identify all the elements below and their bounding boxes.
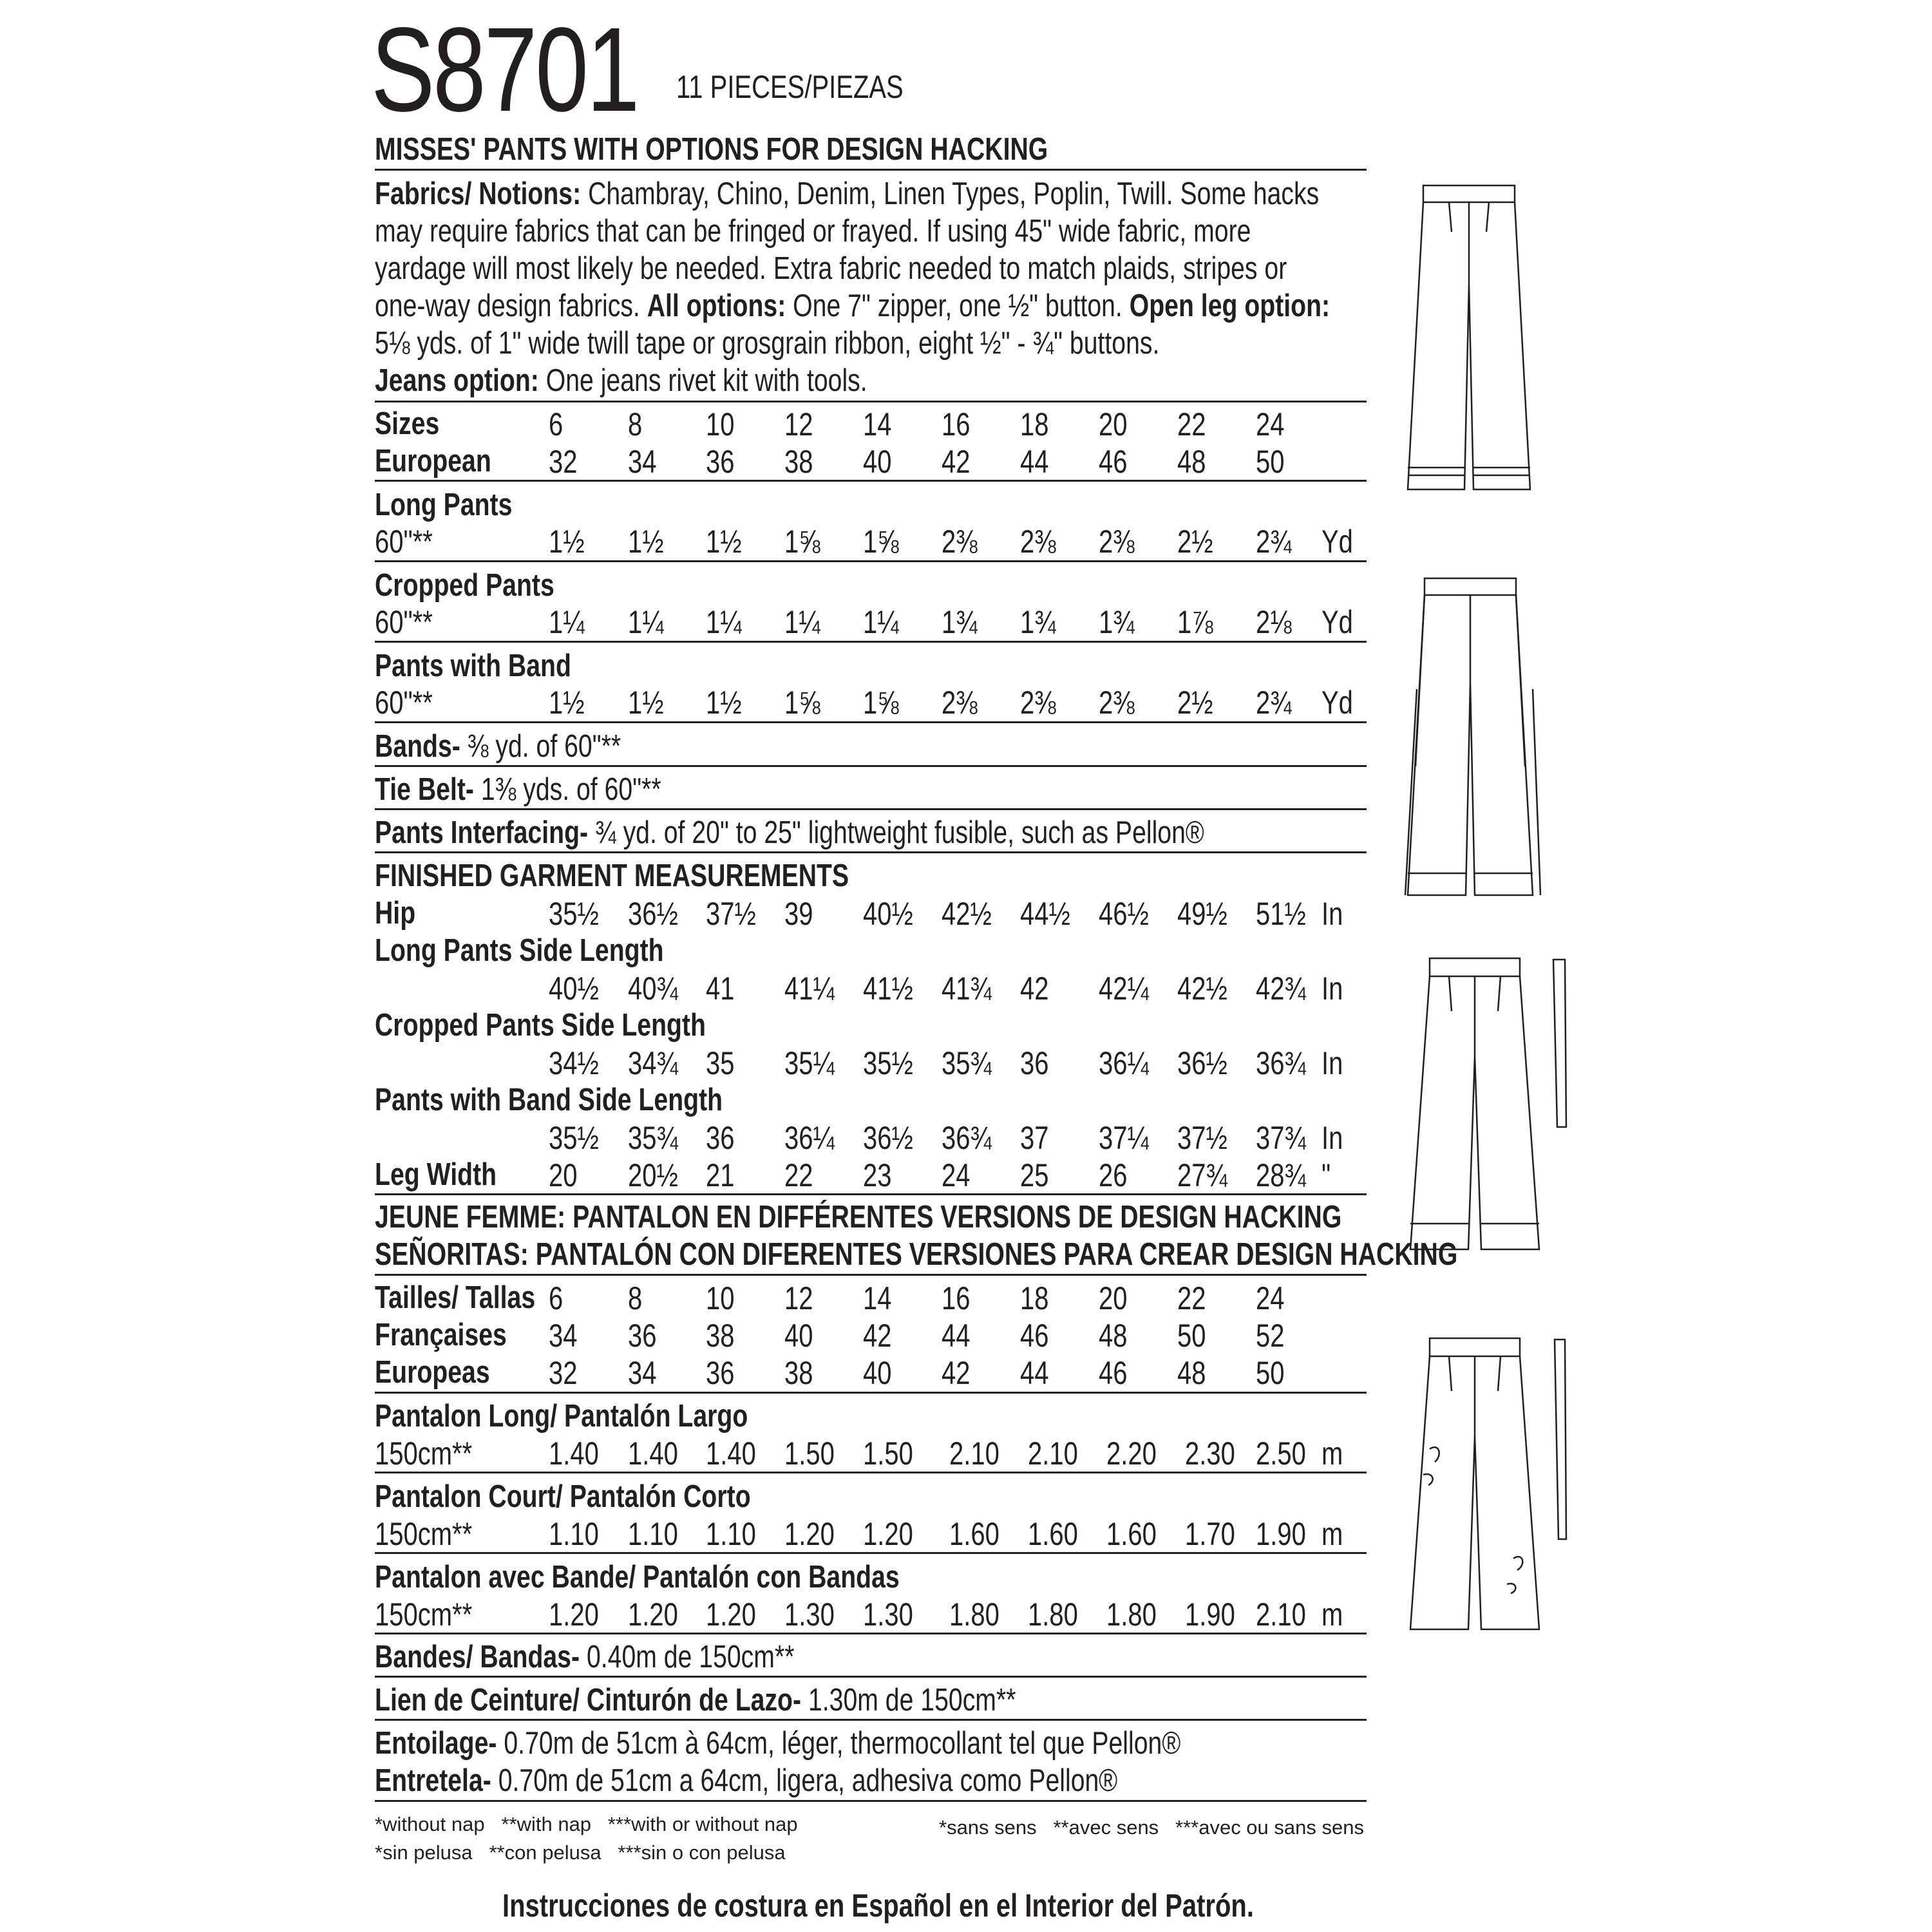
entretela-text: Entretela- 0.70m de 51cm a 64cm, ligera, adhesiva como Pellon® xyxy=(375,1763,1118,1798)
table-cell: 34 xyxy=(628,444,657,480)
table-cell: 1¼ xyxy=(863,604,899,640)
table-cell: 38 xyxy=(784,444,813,480)
table-cell: 48 xyxy=(1099,1318,1128,1354)
pants-band-width: 60"** xyxy=(375,685,433,721)
table-cell: 20½ xyxy=(628,1157,678,1193)
long-side-label: Long Pants Side Length xyxy=(375,933,664,968)
table-cell: 36½ xyxy=(628,896,678,932)
table-cell: 44 xyxy=(942,1318,971,1354)
fabrics-line-1: Fabrics/ Notions: Chambray, Chino, Denim, Linen Types, Poplin, Twill. Some hacks xyxy=(375,176,1320,211)
table-cell: 25 xyxy=(1020,1157,1049,1193)
table-cell: 2½ xyxy=(1177,524,1213,560)
table-cell: 1⅞ xyxy=(1177,604,1213,640)
unit-label: In xyxy=(1321,971,1343,1007)
table-cell: 48 xyxy=(1177,1355,1206,1391)
table-cell: 42 xyxy=(1020,971,1049,1007)
table-cell: 2.50 xyxy=(1256,1435,1306,1472)
footnote-fr: *sans sens **avec sens ***avec ou sans sens xyxy=(939,1816,1364,1839)
table-cell: 24 xyxy=(1256,406,1285,442)
unit-label: m xyxy=(1321,1516,1343,1552)
table-cell: 2.10 xyxy=(1028,1435,1078,1472)
table-cell: 2⅜ xyxy=(942,524,978,560)
table-cell: 35 xyxy=(706,1045,735,1081)
table-cell: 2.10 xyxy=(1256,1596,1306,1633)
table-cell: 42¼ xyxy=(1099,971,1149,1007)
pantalon-long-label: Pantalon Long/ Pantalón Largo xyxy=(375,1399,748,1434)
pattern-number: S8701 xyxy=(371,3,638,137)
table-cell: 14 xyxy=(863,1280,892,1316)
table-cell: 37½ xyxy=(1177,1120,1227,1156)
divider xyxy=(375,1193,1367,1195)
table-cell: 46 xyxy=(1099,444,1128,480)
table-cell: 40 xyxy=(863,444,892,480)
table-cell: 34 xyxy=(549,1318,578,1354)
pattern-title: MISSES' PANTS WITH OPTIONS FOR DESIGN HACKING xyxy=(375,132,1048,167)
table-cell: 35½ xyxy=(549,1120,599,1156)
divider xyxy=(375,1472,1367,1473)
table-cell: 46½ xyxy=(1099,896,1149,932)
table-cell: 42½ xyxy=(1177,971,1227,1007)
table-cell: 10 xyxy=(706,1280,735,1316)
table-cell: 1.10 xyxy=(706,1516,756,1552)
table-cell: 35½ xyxy=(549,896,599,932)
table-cell: 32 xyxy=(549,1355,578,1391)
table-cell: 44½ xyxy=(1020,896,1070,932)
table-cell: 39 xyxy=(784,896,813,932)
pieces-count: 11 PIECES/PIEZAS xyxy=(676,69,904,105)
divider xyxy=(375,1552,1367,1554)
table-cell: 16 xyxy=(942,1280,971,1316)
table-cell: 1.20 xyxy=(863,1516,913,1552)
unit-label: " xyxy=(1321,1157,1331,1193)
leg-width-label: Leg Width xyxy=(375,1157,497,1192)
table-cell: 8 xyxy=(628,406,643,442)
table-cell: 1¼ xyxy=(784,604,820,640)
table-cell: 1½ xyxy=(628,685,664,721)
table-cell: 41¾ xyxy=(942,971,992,1007)
table-cell: 35¾ xyxy=(628,1120,678,1156)
table-cell: 28¾ xyxy=(1256,1157,1306,1193)
band-pants-tie-belt-sketch xyxy=(1404,953,1571,1262)
pants-band-label: Pants with Band xyxy=(375,649,571,683)
table-cell: 42½ xyxy=(942,896,992,932)
europeas-label: Europeas xyxy=(375,1355,490,1390)
table-cell: 2⅛ xyxy=(1256,604,1292,640)
table-cell: 8 xyxy=(628,1280,643,1316)
table-cell: 42¾ xyxy=(1256,971,1306,1007)
table-cell: 12 xyxy=(784,406,813,442)
table-cell: 1.30 xyxy=(784,1596,835,1633)
table-cell: 46 xyxy=(1099,1355,1128,1391)
table-cell: 32 xyxy=(549,444,578,480)
hip-label: Hip xyxy=(375,896,416,931)
table-cell: 46 xyxy=(1020,1318,1049,1354)
table-cell: 37½ xyxy=(706,896,756,932)
table-cell: 36¼ xyxy=(1099,1045,1149,1081)
table-cell: 36½ xyxy=(1177,1045,1227,1081)
table-cell: 1¼ xyxy=(549,604,585,640)
table-cell: 36 xyxy=(628,1318,657,1354)
long-pants-label: Long Pants xyxy=(375,488,513,522)
table-cell: 44 xyxy=(1020,1355,1049,1391)
table-cell: 2¾ xyxy=(1256,685,1292,721)
table-cell: 2⅜ xyxy=(1099,524,1135,560)
table-cell: 1.20 xyxy=(706,1596,756,1633)
fabrics-line-5: 5⅛ yds. of 1" wide twill tape or grosgrain ribbon, eight ½" - ¾" buttons. xyxy=(375,326,1160,361)
table-cell: 21 xyxy=(706,1157,735,1193)
table-cell: 34¾ xyxy=(628,1045,678,1081)
table-cell: 1.10 xyxy=(628,1516,678,1552)
table-cell: 34 xyxy=(628,1355,657,1391)
table-cell: 1.40 xyxy=(706,1435,756,1472)
table-cell: 40 xyxy=(784,1318,813,1354)
table-cell: 42 xyxy=(863,1318,892,1354)
table-cell: 42 xyxy=(942,444,971,480)
table-cell: 50 xyxy=(1256,1355,1285,1391)
table-cell: 40¾ xyxy=(628,971,678,1007)
pantalon-bande-label: Pantalon avec Bande/ Pantalón con Bandas xyxy=(375,1560,900,1595)
table-cell: 20 xyxy=(1099,406,1128,442)
fabrics-line-2: may require fabrics that can be fringed or frayed. If using 45" wide fabric, more xyxy=(375,214,1251,249)
table-cell: 18 xyxy=(1020,406,1049,442)
table-cell: 36 xyxy=(706,1355,735,1391)
table-cell: 12 xyxy=(784,1280,813,1316)
unit-label: In xyxy=(1321,896,1343,932)
table-cell: 50 xyxy=(1256,444,1285,480)
divider xyxy=(375,721,1367,723)
divider xyxy=(375,1392,1367,1394)
european-label: European xyxy=(375,444,491,478)
unit-label: m xyxy=(1321,1596,1343,1633)
table-cell: 52 xyxy=(1256,1318,1285,1354)
footnote-es: *sin pelusa **con pelusa ***sin o con pelusa xyxy=(375,1841,786,1864)
table-cell: 1⅝ xyxy=(784,524,820,560)
pantalon-bande-width: 150cm** xyxy=(375,1596,473,1633)
table-cell: 35¾ xyxy=(942,1045,992,1081)
table-cell: 35½ xyxy=(863,1045,913,1081)
band-side-label: Pants with Band Side Length xyxy=(375,1083,723,1117)
table-cell: 14 xyxy=(863,406,892,442)
table-cell: 20 xyxy=(1099,1280,1128,1316)
table-cell: 1.50 xyxy=(863,1435,913,1472)
table-cell: 2.20 xyxy=(1106,1435,1157,1472)
table-cell: 50 xyxy=(1177,1318,1206,1354)
unit-label: Yd xyxy=(1321,685,1353,721)
table-cell: 37 xyxy=(1020,1120,1049,1156)
divider xyxy=(375,401,1367,402)
table-cell: 1.60 xyxy=(949,1516,999,1552)
table-cell: 36¾ xyxy=(942,1120,992,1156)
title-es: SEÑORITAS: PANTALÓN CON DIFERENTES VERSIONES PARA CREAR DESIGN HACKING xyxy=(375,1237,1458,1272)
table-cell: 27¾ xyxy=(1177,1157,1227,1193)
table-cell: 1.10 xyxy=(549,1516,599,1552)
table-cell: 36 xyxy=(706,1120,735,1156)
table-cell: 42 xyxy=(942,1355,971,1391)
divider xyxy=(375,765,1367,767)
table-cell: 1.20 xyxy=(628,1596,678,1633)
table-cell: 1¾ xyxy=(1020,604,1056,640)
table-cell: 35¼ xyxy=(784,1045,835,1081)
bands-yardage: Bands- ⅜ yd. of 60"** xyxy=(375,729,621,764)
divider xyxy=(375,1800,1367,1802)
table-cell: 1½ xyxy=(549,524,585,560)
footnote-en: *without nap **with nap ***with or without nap xyxy=(375,1813,798,1835)
table-cell: 24 xyxy=(942,1157,971,1193)
table-cell: 1.70 xyxy=(1185,1516,1235,1552)
unit-label: In xyxy=(1321,1120,1343,1156)
table-cell: 2⅜ xyxy=(1020,524,1056,560)
table-cell: 1½ xyxy=(706,685,742,721)
table-cell: 1¾ xyxy=(1099,604,1135,640)
francaises-label: Françaises xyxy=(375,1318,507,1352)
tie-belt-yardage: Tie Belt- 1⅜ yds. of 60"** xyxy=(375,772,661,807)
table-cell: 1⅝ xyxy=(784,685,820,721)
table-cell: 22 xyxy=(784,1157,813,1193)
table-cell: 36½ xyxy=(863,1120,913,1156)
table-cell: 41 xyxy=(706,971,735,1007)
table-cell: 38 xyxy=(706,1318,735,1354)
table-cell: 6 xyxy=(549,406,564,442)
table-cell: 1¾ xyxy=(942,604,978,640)
unit-label: Yd xyxy=(1321,604,1353,640)
table-cell: 1.40 xyxy=(549,1435,599,1472)
table-cell: 1.30 xyxy=(863,1596,913,1633)
table-cell: 1.40 xyxy=(628,1435,678,1472)
table-cell: 1⅝ xyxy=(863,524,899,560)
table-cell: 18 xyxy=(1020,1280,1049,1316)
table-cell: 22 xyxy=(1177,1280,1206,1316)
table-cell: 2⅜ xyxy=(1099,685,1135,721)
interfacing-yardage: Pants Interfacing- ¾ yd. of 20" to 25" lightweight fusible, such as Pellon® xyxy=(375,815,1204,850)
table-cell: 48 xyxy=(1177,444,1206,480)
unit-label: m xyxy=(1321,1435,1343,1472)
divider xyxy=(375,641,1367,643)
table-cell: 1.60 xyxy=(1028,1516,1078,1552)
table-cell: 20 xyxy=(549,1157,578,1193)
table-cell: 41¼ xyxy=(784,971,835,1007)
table-cell: 51½ xyxy=(1256,896,1306,932)
table-cell: 1.50 xyxy=(784,1435,835,1472)
divider xyxy=(375,1719,1367,1721)
divider xyxy=(375,560,1367,562)
table-cell: 40½ xyxy=(863,896,913,932)
table-cell: 2¾ xyxy=(1256,524,1292,560)
divider xyxy=(375,808,1367,810)
pantalon-court-label: Pantalon Court/ Pantalón Corto xyxy=(375,1479,751,1514)
table-cell: 2⅜ xyxy=(1020,685,1056,721)
finished-heading: FINISHED GARMENT MEASUREMENTS xyxy=(375,858,849,893)
table-cell: 2⅜ xyxy=(942,685,978,721)
long-pants-width: 60"** xyxy=(375,524,433,560)
table-cell: 1.20 xyxy=(549,1596,599,1633)
title-fr: JEUNE FEMME: PANTALON EN DIFFÉRENTES VERSIONS DE DESIGN HACKING xyxy=(375,1200,1342,1235)
table-cell: 38 xyxy=(784,1355,813,1391)
table-cell: 2.10 xyxy=(949,1435,999,1472)
table-cell: 1¼ xyxy=(628,604,664,640)
table-cell: 16 xyxy=(942,406,971,442)
table-cell: 36¾ xyxy=(1256,1045,1306,1081)
table-cell: 1.80 xyxy=(949,1596,999,1633)
pantalon-long-width: 150cm** xyxy=(375,1435,473,1472)
table-cell: 36 xyxy=(706,444,735,480)
divider xyxy=(375,1676,1367,1678)
table-cell: 2.30 xyxy=(1185,1435,1235,1472)
divider xyxy=(375,1274,1367,1276)
table-cell: 36¼ xyxy=(784,1120,835,1156)
table-cell: 41½ xyxy=(863,971,913,1007)
long-pants-sketch xyxy=(1404,180,1539,502)
table-cell: 34½ xyxy=(549,1045,599,1081)
pantalon-court-width: 150cm** xyxy=(375,1516,473,1552)
table-cell: 1.20 xyxy=(784,1516,835,1552)
table-cell: 37¾ xyxy=(1256,1120,1306,1156)
table-cell: 1⅝ xyxy=(863,685,899,721)
tailles-label: Tailles/ Tallas xyxy=(375,1280,536,1315)
table-cell: 1.60 xyxy=(1106,1516,1157,1552)
fabrics-line-3: yardage will most likely be needed. Extra fabric needed to match plaids, stripes or xyxy=(375,251,1287,286)
cropped-pants-label: Cropped Pants xyxy=(375,568,554,603)
fabrics-line-6: Jeans option: One jeans rivet kit with tools. xyxy=(375,363,867,398)
table-cell: 49½ xyxy=(1177,896,1227,932)
table-cell: 1½ xyxy=(549,685,585,721)
entoilage-text: Entoilage- 0.70m de 51cm à 64cm, léger, thermocollant tel que Pellon® xyxy=(375,1726,1181,1761)
unit-label: Yd xyxy=(1321,524,1353,560)
divider xyxy=(375,169,1367,171)
table-cell: 44 xyxy=(1020,444,1049,480)
divider xyxy=(375,480,1367,482)
cropped-side-label: Cropped Pants Side Length xyxy=(375,1008,706,1043)
lien-yardage: Lien de Ceinture/ Cinturón de Lazo- 1.30m de 150cm** xyxy=(375,1683,1016,1718)
table-cell: 1.80 xyxy=(1106,1596,1157,1633)
table-cell: 6 xyxy=(549,1280,564,1316)
divider xyxy=(375,1633,1367,1634)
table-cell: 22 xyxy=(1177,406,1206,442)
fabrics-line-4: one-way design fabrics. All options: One 7" zipper, one ½" button. Open leg option: xyxy=(375,289,1331,323)
table-cell: 23 xyxy=(863,1157,892,1193)
sizes-label: Sizes xyxy=(375,406,440,441)
table-cell: 40½ xyxy=(549,971,599,1007)
table-cell: 26 xyxy=(1099,1157,1128,1193)
table-cell: 40 xyxy=(863,1355,892,1391)
table-cell: 1½ xyxy=(706,524,742,560)
cropped-pants-width: 60"** xyxy=(375,604,433,640)
table-cell: 24 xyxy=(1256,1280,1285,1316)
divider xyxy=(375,851,1367,853)
table-cell: 10 xyxy=(706,406,735,442)
spanish-instructions-note: Instrucciones de costura en Español en el Interior del Patrón. xyxy=(502,1888,1254,1924)
table-cell: 1.90 xyxy=(1185,1596,1235,1633)
table-cell: 37¼ xyxy=(1099,1120,1149,1156)
table-cell: 2½ xyxy=(1177,685,1213,721)
table-cell: 1.90 xyxy=(1256,1516,1306,1552)
table-cell: 36 xyxy=(1020,1045,1049,1081)
embroidered-pants-tie-belt-sketch xyxy=(1404,1333,1571,1642)
table-cell: 1¼ xyxy=(706,604,742,640)
open-leg-pants-sketch xyxy=(1404,573,1552,908)
unit-label: In xyxy=(1321,1045,1343,1081)
bandes-yardage: Bandes/ Bandas- 0.40m de 150cm** xyxy=(375,1640,795,1674)
table-cell: 1½ xyxy=(628,524,664,560)
table-cell: 1.80 xyxy=(1028,1596,1078,1633)
